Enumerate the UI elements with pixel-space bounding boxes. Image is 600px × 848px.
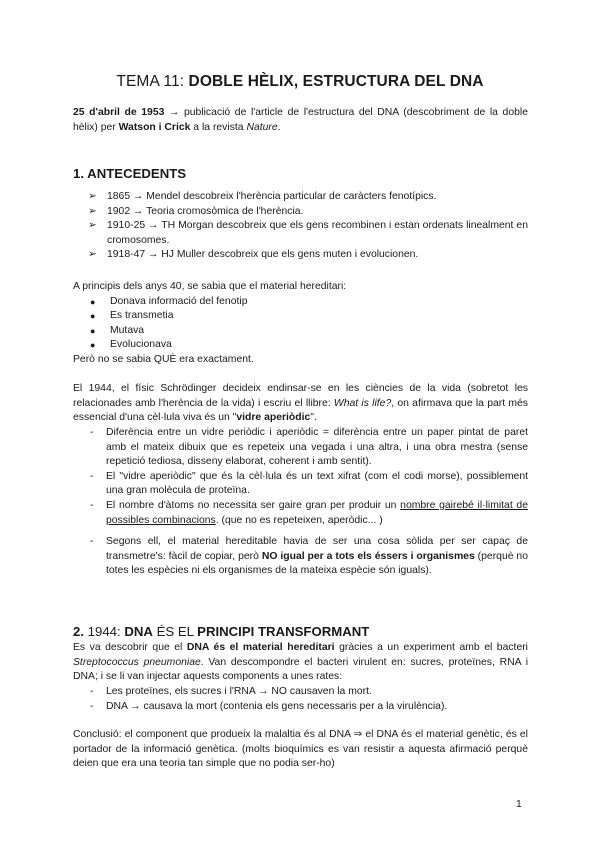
timeline-list [73,190,528,263]
list-item [73,700,528,715]
title-prefix: TEMA 11: [116,73,189,90]
intro-text: . [277,121,281,133]
timeline-text: 1902 → Teoria cromosòmica de l'herència. [107,205,304,217]
experiment-results [73,685,528,714]
paragraph-text: Es va descobrir que el [73,642,187,653]
section-2-heading [73,624,528,640]
schrodinger-points [73,426,528,528]
list-item-text: El nombre d'àtoms no necessita ser gaire gran per produir un [106,499,401,511]
species-name: Streptococcus pneumoniae [73,656,201,668]
section-number: 2. [73,624,84,639]
paragraph-text: ". [310,412,317,424]
bullet-icon: ● [90,296,96,307]
bold-text: DNA és el material hereditari [186,642,335,653]
list-item [73,470,528,499]
timeline-item [73,190,528,205]
section-1-heading: 1. ANTECEDENTS [73,166,187,181]
dash-marker: - [90,499,94,511]
hereditary-material-point [73,535,528,579]
timeline-text: 1918-47 → HJ Muller descobreix que els gens muten i evolucionen. [107,249,419,261]
list-item-text: DNA → causava la mort (contenia els gens necessaris per a la virulència). [106,700,448,712]
timeline-item [73,205,528,220]
known-properties [73,280,528,368]
heading-year: 1944: [84,624,125,639]
list-item [73,295,528,310]
list-item [73,685,528,700]
underlined-text: nombre gairebé il·limitat de possibles combinacions [106,499,528,526]
list-item-text: El "vidre aperiòdic" que és la cèl·lula és un text xifrat (com el codi morse), possiblement una gran molècula de proteïna. [106,470,528,497]
list-item-text: Diferència entre un vidre periòdic i aperiòdic = diferència entre un paper pintat de paret amb el mateix dibuix que es repeteix una vegada i una altra, i una obra mestra (sense repetició tediosa, disseny elaborat, coherent i amb sentit). [106,427,528,468]
timeline-text: 1865 → Mendel descobreix l'herència particular de caràcters fenotípics. [107,191,437,202]
dash-marker: - [90,427,94,438]
intro-paragraph [73,106,528,135]
list-item [73,309,528,324]
page-number: 1 [516,799,522,810]
bullet-icon: ● [90,325,96,336]
list-item-text: . (que no es repeteixen, aperòdic... ) [215,514,383,526]
conclusion-paragraph: Conclusió: el component que produeix la malaltia és al DNA ⇒ el DNA és el material genètic, és el portador de la informació genètica. (molts bioquímics es van resistir a aquesta afirmació perquè deien que era una teoria tan simple que no podia ser-ho) [73,729,528,770]
dash-marker: - [90,536,94,547]
paragraph-text: . Van descompondre el bacteri virulent en: sucres, proteïnes, RNA i DNA; i se li van injectar aquests components a unes rates: [73,656,528,683]
paragraph-text: El 1944, el físic Schrödinger decideix endinsar-se en les ciències de la vida (sobretot les relacionades amb l'herència de la vida) i escriu el llibre: [73,383,528,409]
timeline-item [73,219,528,248]
list-item-text: Segons ell, el material hereditable havia de ser una cosa sòlida per ser capaç de transmetre's: fàcil de copiar, però [106,536,528,562]
list-item [73,535,528,579]
bullet-icon: ● [90,311,96,322]
book-title: What is life? [333,397,392,409]
list-item [73,499,528,528]
dash-marker: - [90,700,94,712]
list-item [73,426,528,470]
intro-text: → publicació de l'article de l'estructura del DNA (descobriment de la doble hèlix) per [73,107,528,133]
list-item-text: Donava informació del fenotip [110,295,248,307]
page-title [0,73,600,91]
list-item-text: Evolucionava [110,339,172,351]
intro-authors: Watson i Crick [118,121,191,133]
timeline-item [73,248,528,263]
experiment-paragraph [73,641,528,685]
title-main: DOBLE HÈLIX, ESTRUCTURA DEL DNA [188,73,484,90]
heading-dna: DNA [124,624,153,639]
key-concept: vidre aperiòdic [236,412,311,424]
heading-principle: PRINCIPI TRANSFORMANT [197,624,370,639]
arrowhead-icon: ➢ [88,249,97,261]
intro-text: a la revista [190,121,247,133]
arrowhead-icon: ➢ [88,205,97,217]
list-item-text: Mutava [110,324,145,336]
heading-text: ÉS EL [152,624,198,639]
list-item [73,338,528,353]
bullet-icon: ● [90,340,96,351]
list-item-text: Es transmetia [110,310,174,322]
list-item [73,324,528,339]
dash-marker: - [90,470,94,482]
arrowhead-icon: ➢ [88,191,97,202]
list-item-text: (perquè no totes les espècies ni els organismes de la mateixa espècie són iguals). [106,550,528,577]
list-item-text: Les proteïnes, els sucres i l'RNA → NO causaven la mort. [106,686,372,697]
intro-date: 25 d'abril de 1953 [73,107,165,118]
arrowhead-icon: ➢ [88,220,97,232]
known-intro: A principis dels anys 40, se sabia que el material hereditari: [73,281,347,292]
bold-text: NO igual per a tots els éssers i organismes [261,550,475,562]
paragraph-text: gràcies a un experiment amb el bacteri [334,642,528,653]
intro-journal: Nature [246,121,278,133]
timeline-text: 1910-25 → TH Morgan descobreix que els gens recombinen i estan ordenats linealment en cromosomes. [107,220,528,246]
dash-marker: - [90,686,94,697]
paragraph-text: , on afirmava que la part més essencial d'una cèl·lula viva és un " [73,397,528,424]
schrodinger-paragraph [73,382,528,426]
unknown-statement: Però no se sabia QUÈ era exactament. [73,353,254,365]
